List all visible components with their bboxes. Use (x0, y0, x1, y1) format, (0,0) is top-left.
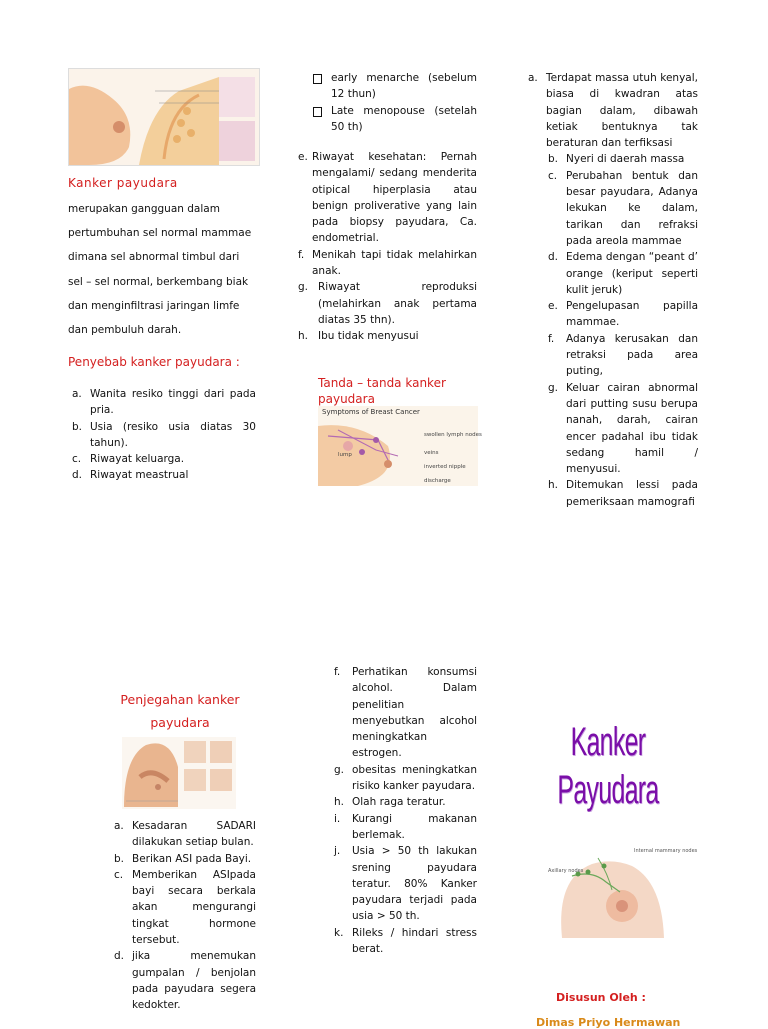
list-item: c. Memberikan ASIpada bayi secara berkala akan mengurangi tingkat hormone tersebut. (114, 868, 256, 947)
list-item: e. Pengelupasan papilla mammae. (548, 300, 698, 329)
figure-title: Symptoms of Breast Cancer (322, 408, 420, 416)
section-title-kanker-payudara: Kanker payudara (68, 176, 178, 190)
list-item: b. Usia (resiko usia diatas 30 tahun). (72, 420, 256, 449)
signs-heading: Tanda – tanda kanker payudara (318, 376, 446, 406)
description-line: sel – sel normal, berkembang biak (68, 275, 249, 288)
figure-label: inverted nipple (424, 464, 466, 470)
self-exam-image (122, 737, 236, 809)
figure-label: discharge (424, 478, 451, 484)
list-item: g. obesitas meningkatkan risiko kanker payudara. (334, 763, 477, 793)
description-line: dan menginfiltrasi jaringan limfe (68, 299, 240, 312)
list-item: a. Kesadaran SADARI dilakukan setiap bulan. (114, 820, 256, 849)
list-item: i. Kurangi makanan berlemak. (334, 812, 477, 841)
risk-list-continued (298, 149, 477, 345)
lymph-nodes-image (542, 838, 698, 938)
description-line: pertumbuhan sel normal mammae (68, 227, 252, 240)
list-item: g. Riwayat reproduksi (melahirkan anak pertama diatas 35 thn). (298, 281, 477, 326)
list-item: k. Rileks / hindari stress berat. (334, 926, 477, 956)
signs-list (528, 70, 698, 510)
list-item: h. Ibu tidak menyusui (298, 330, 419, 343)
description-line: dimana sel abnormal timbul dari (68, 251, 240, 264)
list-item: a. Terdapat massa utuh kenyal, biasa di kwadran atas bagian dalam, dibawah ketiak bentuknya tak beraturan dan terfiksasi (528, 72, 698, 150)
description-line: merupakan gangguan dalam (68, 203, 220, 215)
cover-title: Kanker Payudara (557, 720, 659, 812)
list-item: g. Keluar cairan abnormal dari putting susu berupa nanah, darah, cairan encer padahal ibu tidak sedang hamil / menyusui. (548, 381, 698, 476)
figure-label: lump (338, 452, 352, 458)
prevention-list-continued (334, 664, 477, 957)
list-item: d. Edema dengan “peant d’ orange (keriput seperti kulit jeruk) (548, 251, 698, 296)
list-item: c. Perubahan bentuk dan besar payudara, Adanya lekukan ke dalam, tarikan dan refraksi pada areola mammae (548, 169, 698, 247)
figure-label: veins (424, 450, 439, 456)
causes-heading: Penyebab kanker payudara : (68, 355, 240, 369)
description-block (68, 197, 268, 342)
breast-anatomy-image (68, 68, 260, 166)
figure-label: Axillary nodes (548, 868, 584, 874)
prevention-list (114, 818, 256, 1014)
list-item: b. Nyeri di daerah massa (548, 153, 685, 166)
figure-label: swollen lymph nodes (424, 432, 482, 438)
list-item: early menarche (sebelum 12 thun) (313, 70, 477, 103)
list-item: d. jika menemukan gumpalan / benjolan pada payudara segera kedokter. (114, 950, 256, 1012)
list-item: d. Riwayat meastrual (72, 469, 189, 482)
list-item: a. Wanita resiko tinggi dari pada pria. (72, 388, 256, 417)
list-item: h. Olah raga teratur. (334, 796, 446, 809)
list-item: h. Ditemukan lessi pada pemeriksaan mamografi (548, 479, 698, 508)
list-item: j. Usia > 50 th lakukan srening payudara teratur. 80% Kanker payudara terjadi pada usia > 50 th. (334, 845, 477, 923)
author-name: Dimas Priyo Hermawan (536, 1016, 681, 1029)
author-label: Disusun Oleh : (556, 991, 646, 1004)
list-item: f. Adanya kerusakan dan retraksi pada area puting, (548, 332, 698, 378)
figure-label: Internal mammary nodes (634, 848, 698, 854)
list-item: f. Menikah tapi tidak melahirkan anak. (298, 248, 477, 278)
list-item: c. Riwayat keluarga. (72, 453, 185, 466)
causes-list (72, 386, 256, 484)
list-item: e. Riwayat kesehatan: Pernah mengalami/ sedang menderita otipical hiperplasia atau benign proliverative yang lain pada biopsy payudara, Ca. endometrial. (298, 151, 477, 245)
menarche-bullets (313, 70, 477, 135)
breast-cancer-symptoms-image (318, 406, 482, 486)
list-item: b. Berikan ASI pada Bayi. (114, 852, 252, 865)
checkbox-bullet-icon (313, 107, 322, 117)
checkbox-bullet-icon (313, 74, 322, 84)
list-item: f. Perhatikan konsumsi alcohol. Dalam penelitian menyebutkan alcohol meningkatkan estrogen. (334, 666, 477, 760)
description-line: dan pembuluh darah. (68, 324, 182, 337)
prevention-heading: Penjegahan kanker payudara (120, 692, 240, 730)
list-item: Late menopouse (setelah 50 th) (313, 103, 477, 136)
